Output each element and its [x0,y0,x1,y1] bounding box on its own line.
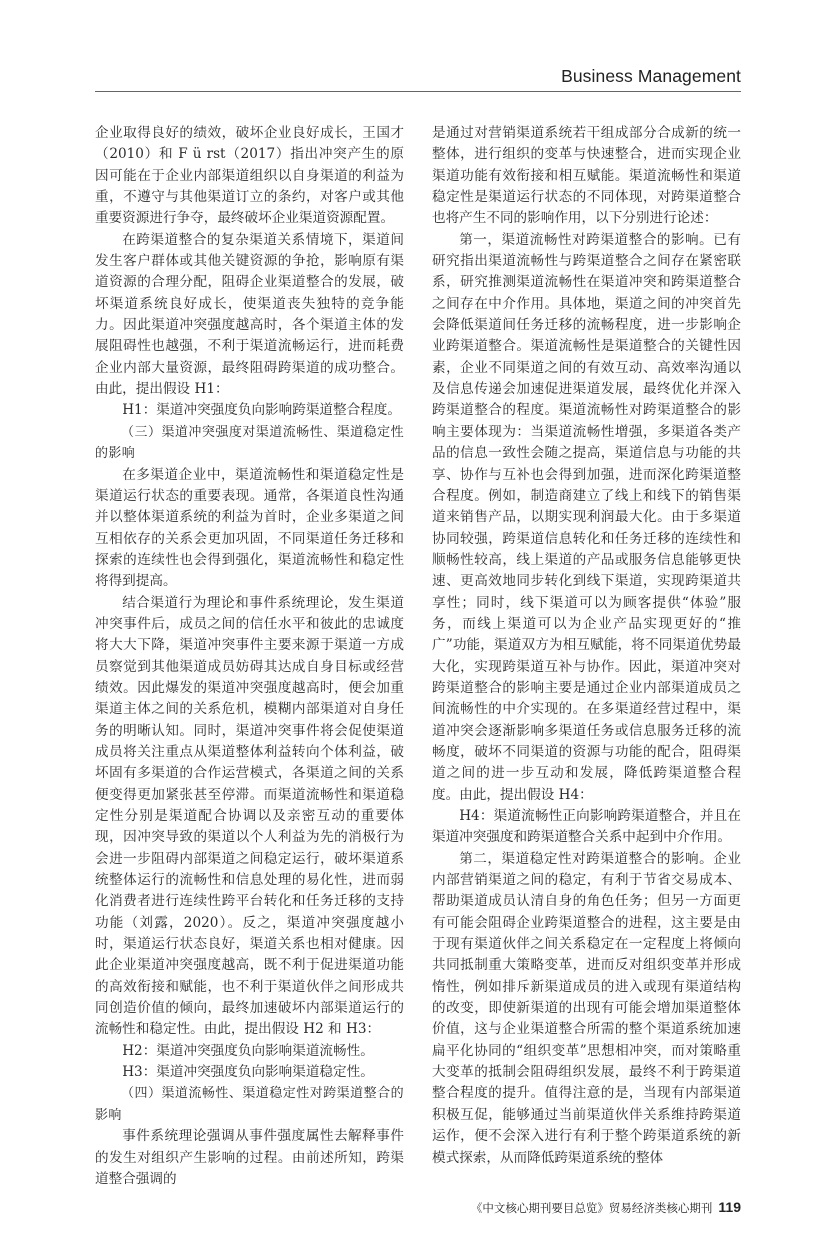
paragraph: H2：渠道冲突强度负向影响渠道流畅性。 [122,1042,374,1059]
page-footer [95,1198,741,1218]
running-header-title: Business Management [561,66,741,86]
section-subheading: （三）渠道冲突强度对渠道流畅性、渠道稳定性的影响 [95,424,404,462]
paragraph: 第二，渠道稳定性对跨渠道整合的影响。企业内部营销渠道之间的稳定，有利于节省交易成本、帮助渠道成员认清自身的角色任务；但另一方面更有可能会阻碍企业跨渠道整合的进程，这主要是由于现有渠道伙伴之间关系稳定在一定程度上将倾向共同抵制重大策略变革，进而反对组织变革并形成惰性，例如排斥新渠道成员的进入或现有渠道结构的改变，即使新渠道的出现有可能会增加渠道整体价值，这与企业渠道整合所需的整个渠道系统加速扁平化协同的“组织变革”思想相冲突，而对策略重大变革的抵制会阻碍组织发展，最终不利于跨渠道整合程度的提升。值得注意的是，当现有内部渠道积极互促，能够通过当前渠道伙伴关系维持跨渠道运作，便不会深入进行有利于整个跨渠道系统的新模式探索，从而降低跨渠道系统的整体 [432,850,741,1166]
paragraph: 在多渠道企业中，渠道流畅性和渠道稳定性是渠道运行状态的重要表现。通常，各渠道良性沟通并以整体渠道系统的利益为首时，企业多渠道之间互相依存的关系会更加巩固，不同渠道任务迁移和探索的连续性也会得到强化，渠道流畅性和稳定性将得到提高。 [95,466,404,590]
paragraph: 在跨渠道整合的复杂渠道关系情境下，渠道间发生客户群体或其他关键资源的争抢，影响原有渠道资源的合理分配，阻碍企业渠道整合的发展，破坏渠道系统良好成长，使渠道丧失独特的竞争能力。因此渠道冲突强度越高时，各个渠道主体的发展阻碍性也越强，不利于渠道流畅运行，进而耗费企业内部大量资源，最终阻碍跨渠道的成功整合。由此，提出假设 H1： [95,231,404,398]
footer-journal: 《中文核心期刊要目总览》贸易经济类核心期刊 [470,1203,713,1216]
paragraph: H1：渠道冲突强度负向影响跨渠道整合程度。 [122,402,401,419]
body-columns [95,123,741,1190]
left-column [95,123,404,1190]
right-column [432,123,741,1190]
paragraph: 结合渠道行为理论和事件系统理论，发生渠道冲突事件后，成员之间的信任水平和彼此的忠诚度将大大下降，渠道冲突事件主要来源于渠道一方成员察觉到其他渠道成员妨碍其达成自身目标或经营绩效。因此爆发的渠道冲突强度越高时，便会加重渠道主体之间的关系危机，模糊内部渠道对自身任务的明晰认知。同时，渠道冲突事件将会促使渠道成员将关注重点从渠道整体利益转向个体利益，破坏固有多渠道的合作运营模式，各渠道之间的关系便变得更加紧张甚至停滞。而渠道流畅性和渠道稳定性分别是渠道配合协调以及亲密互动的重要体现，因冲突导致的渠道以个人利益为先的消极行为会进一步阻碍内部渠道之间稳定运行，破坏渠道系统整体运行的流畅性和信息处理的易化性，进而弱化消费者进行连续性跨平台转化和任务迁移的支持功能（刘露，2020）。反之，渠道冲突强度越小时，渠道运行状态良好，渠道关系也相对健康。因此企业渠道冲突强度越高，既不利于促进渠道功能的高效衔接和赋能，也不利于渠道伙伴之间形成共同创造价值的倾向，最终加速破坏内部渠道运行的流畅性和稳定性。由此，提出假设 H2 和 H3： [95,594,404,1038]
paragraph: 事件系统理论强调从事件强度属性去解释事件的发生对组织产生影响的过程。由前述所知，跨渠道整合强调的 [95,1128,404,1187]
paragraph: 企业取得良好的绩效，破坏企业良好成长，王国才（2010）和 F ü rst（2017）指出冲突产生的原因可能在于企业内部渠道组织以自身渠道的利益为重，不遵守与其他渠道订立的条约，对客户或其他重要资源进行争夺，最终破坏企业渠道资源配置。 [95,125,404,227]
section-subheading: （四）渠道流畅性、渠道稳定性对跨渠道整合的影响 [95,1086,404,1123]
page-number: 119 [718,1199,741,1216]
paragraph: H4：渠道流畅性正向影响跨渠道整合，并且在渠道冲突强度和跨渠道整合关系中起到中介作用。 [432,808,741,846]
paragraph: 第一，渠道流畅性对跨渠道整合的影响。已有研究指出渠道流畅性与跨渠道整合之间存在紧密联系，研究推测渠道流畅性在渠道冲突和跨渠道整合之间存在中介作用。具体地，渠道之间的冲突首先会降低渠道间任务迁移的流畅程度，进一步影响企业跨渠道整合。渠道流畅性是渠道整合的关键性因素，企业不同渠道之间的有效互动、高效率沟通以及信息传递会加速促进渠道发展，最终优化并深入跨渠道整合的程度。渠道流畅性对跨渠道整合的影响主要体现为：当渠道流畅性增强，多渠道各类产品的信息一致性会随之提高，渠道信息与功能的共享、协作与互补也会得到加强，进而深化跨渠道整合程度。例如，制造商建立了线上和线下的销售渠道来销售产品，以期实现利润最大化。由于多渠道协同较强，跨渠道信息转化和任务迁移的连续性和顺畅性较高，线上渠道的产品或服务信息能够更快速、更高效地同步转化到线下渠道，实现跨渠道共享性；同时，线下渠道可以为顾客提供“体验”服务，而线上渠道可以为企业产品实现更好的“推广”功能，渠道双方为相互赋能，将不同渠道优势最大化，实现跨渠道互补与协作。因此，渠道冲突对跨渠道整合的影响主要是通过企业内部渠道成员之间流畅性的中介实现的。在多渠道经营过程中，渠道冲突会逐渐影响多渠道任务或信息服务迁移的流畅度，破坏不同渠道的资源与功能的配合，阻碍渠道之间的进一步互动和发展，降低跨渠道整合程度。由此，提出假设 H4： [432,231,741,803]
paragraph: H3：渠道冲突强度负向影响渠道稳定性。 [122,1064,374,1081]
running-header [95,0,741,92]
paragraph: 是通过对营销渠道系统若干组成部分合成新的统一整体，进行组织的变革与快速整合，进而实现企业渠道功能有效衔接和相互赋能。渠道流畅性和渠道稳定性是渠道运行状态的不同体现，对跨渠道整合也将产生不同的影响作用，以下分别进行论述： [432,125,741,227]
